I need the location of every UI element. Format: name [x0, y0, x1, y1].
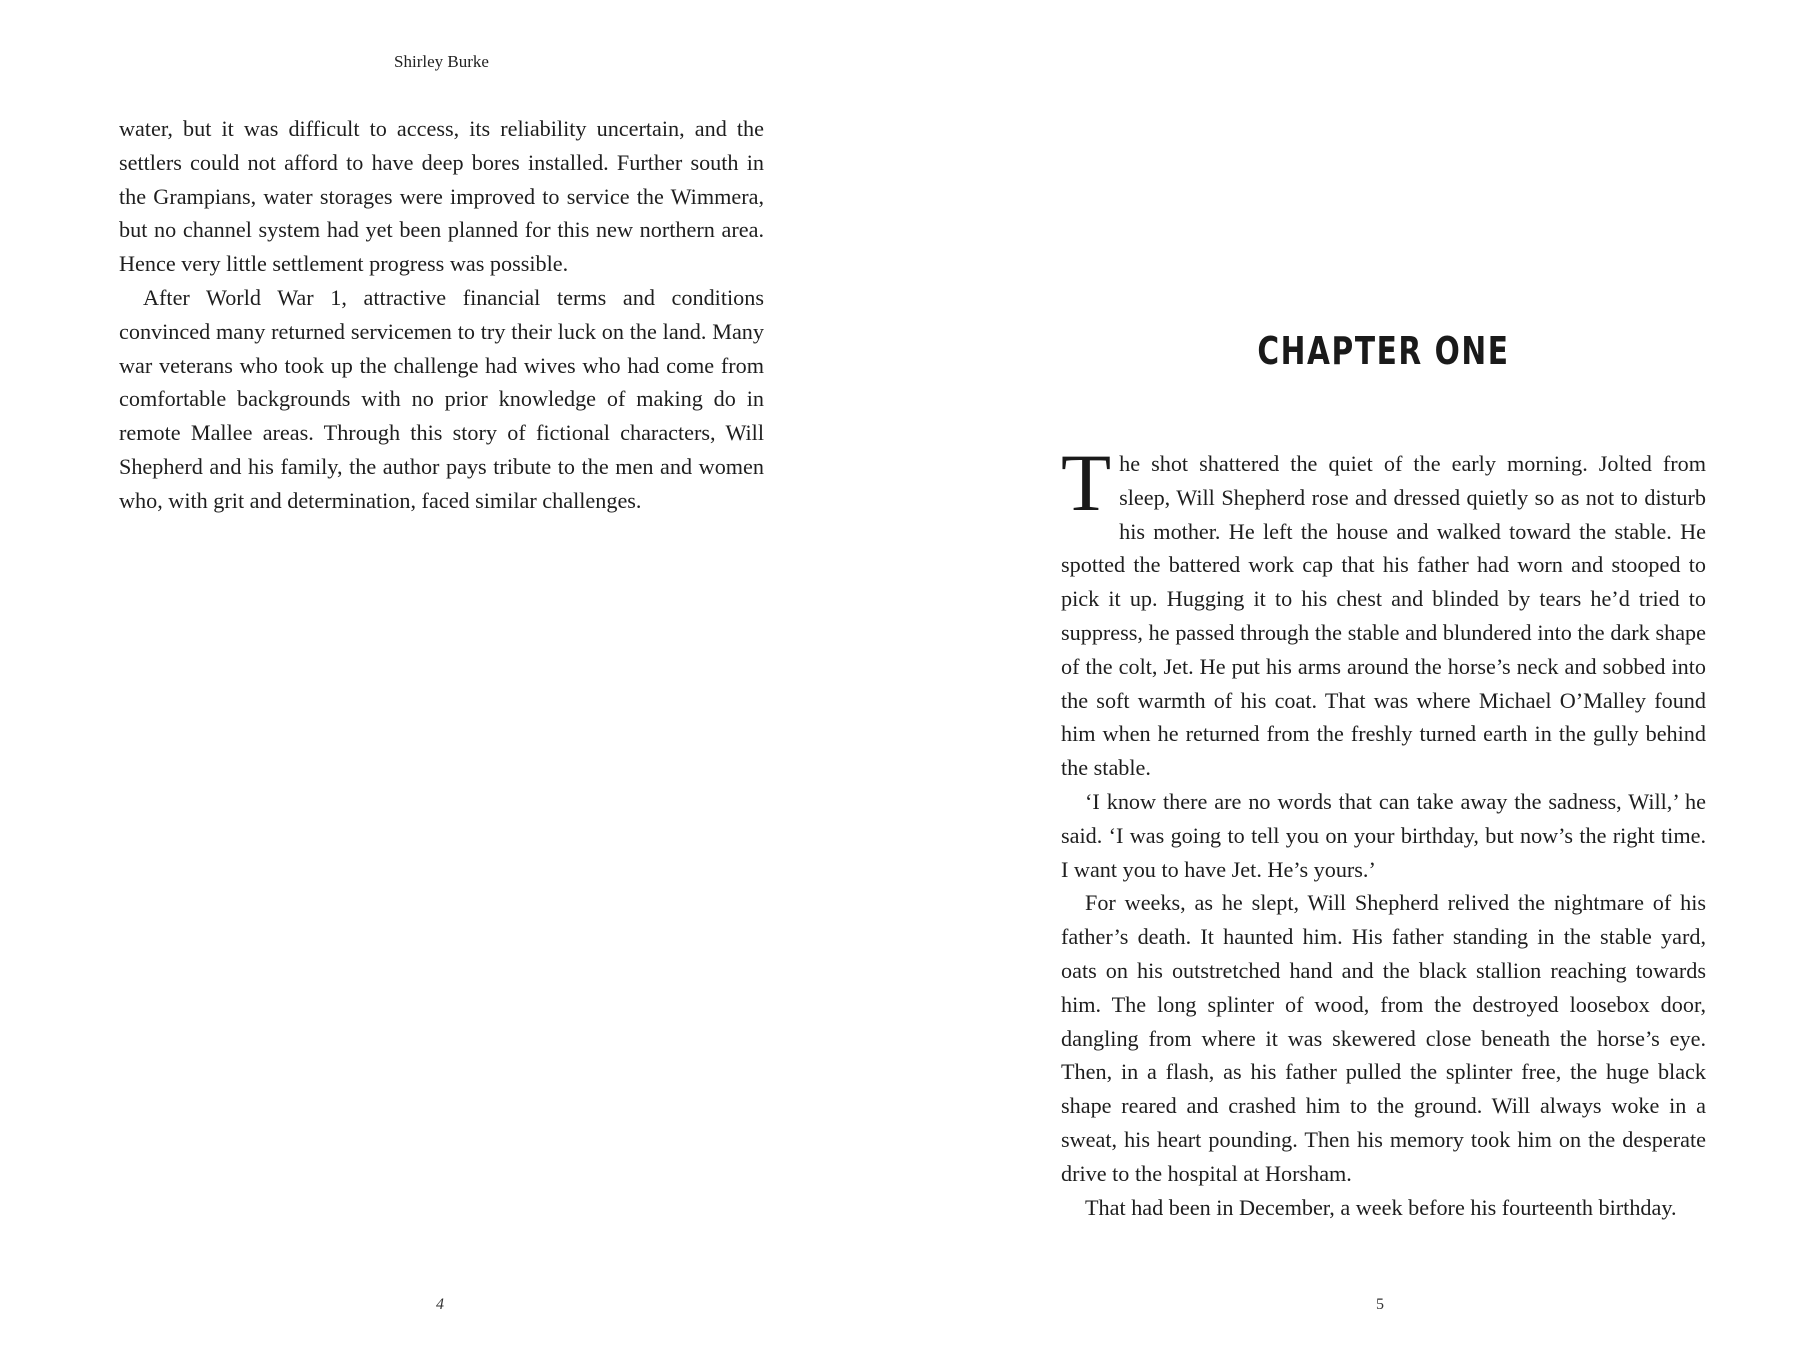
right-paragraph-2: ‘I know there are no words that can take away the sadness, Will,’ he said. ‘I was going to tell you on your birthday, but now’s the right time. I want you to have Jet. He’s yours.’	[1061, 788, 1706, 882]
drop-cap: T	[1061, 437, 1112, 528]
left-page-body	[119, 112, 764, 518]
page-number-left: 4	[436, 1296, 444, 1313]
right-paragraph-1-text: he shot shattered the quiet of the early morning. Jolted from sleep, Will Shepherd rose and dressed quietly so as not to disturb his mother. He left the house and walked toward the stable. He spotted the battered work cap that his father had worn and stooped to pick it up. Hugging it to his chest and blinded by tears he’d tried to suppress, he passed through the stable and blundered into the dark shape of the colt, Jet. He put his arms around the horse’s neck and sobbed into the soft warmth of his coat. That was where Michael O’Malley found him when he returned from the freshly turned earth in the gully behind the stable.	[1061, 451, 1706, 781]
page-number-right: 5	[1376, 1296, 1384, 1313]
left-paragraph-2: After World War 1, attractive financial terms and conditions convinced many returned servicemen to try their luck on the land. Many war veterans who took up the challenge had wives who had come from comfortable backgrounds with no prior knowledge of making do in remote Mallee areas. Through this story of fictional characters, Will Shepherd and his family, the author pays tribute to the men and women who, with grit and determination, faced similar challenges.	[119, 284, 764, 513]
right-page-body	[1061, 437, 1706, 1224]
right-paragraph-1	[1061, 437, 1706, 785]
right-paragraph-4: That had been in December, a week before his fourteenth birthday.	[1085, 1194, 1677, 1220]
right-paragraph-3: For weeks, as he slept, Will Shepherd relived the nightmare of his father’s death. It haunted him. His father standing in the stable yard, oats on his outstretched hand and the black stallion reaching towards him. The long splinter of wood, from the destroyed loosebox door, dangling from where it was skewered close beneath the horse’s eye. Then, in a flash, as his father pulled the splinter free, the huge black shape reared and crashed him to the ground. Will always woke in a sweat, his heart pounding. Then his memory took him on the desperate drive to the hospital at Horsham.	[1061, 890, 1706, 1186]
left-paragraph-1: water, but it was difficult to access, its reliability uncertain, and the settlers could not afford to have deep bores installed. Further south in the Grampians, water storages were improved to service the Wimmera, but no channel system had yet been planned for this new northern area. Hence very little settlement progress was possible.	[119, 116, 764, 277]
chapter-title: CHAPTER ONE	[1257, 329, 1510, 373]
right-page	[900, 0, 1800, 1350]
running-head-author: Shirley Burke	[394, 52, 489, 71]
